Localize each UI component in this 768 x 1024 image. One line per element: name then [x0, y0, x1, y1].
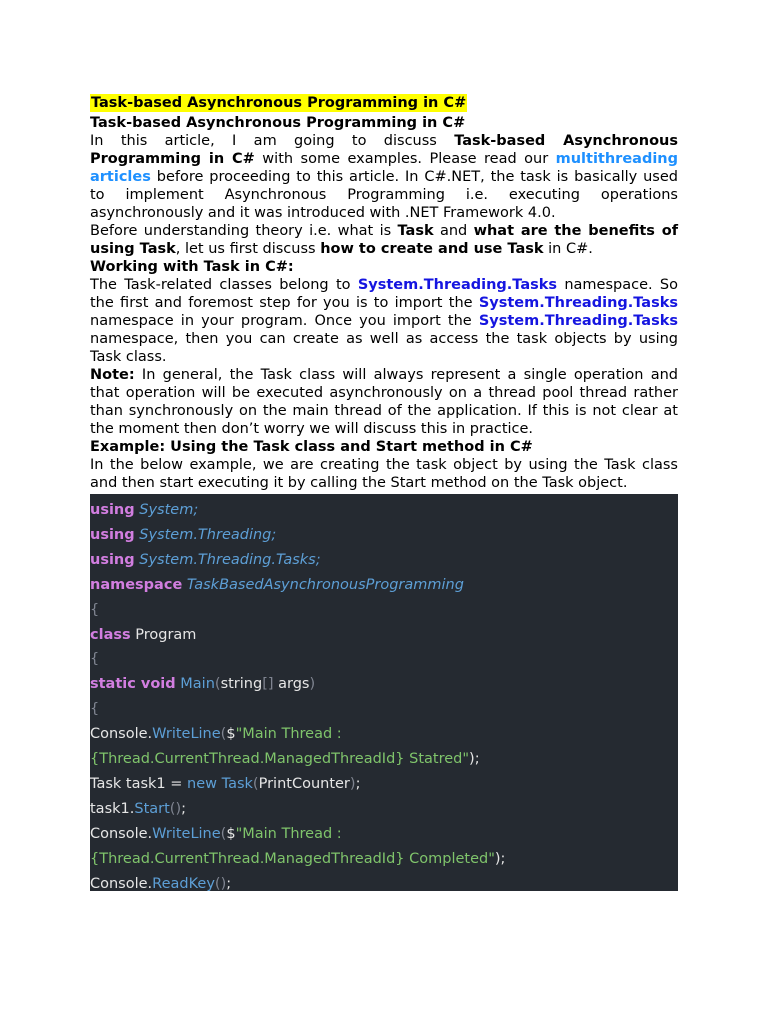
heading-example: Example: Using the Task class and Start method in C# — [90, 439, 533, 455]
heading-main: Task-based Asynchronous Programming in C# — [90, 115, 466, 131]
code-line: {Thread.CurrentThread.ManagedThreadId} Statred"); — [90, 751, 480, 768]
page-title — [90, 92, 678, 112]
code-line: { — [90, 601, 100, 618]
article — [90, 92, 678, 891]
heading-working-with-task: Working with Task in C#: — [90, 259, 294, 275]
code-line: static void Main(string[] args) — [90, 676, 316, 693]
multithreading-articles-link[interactable]: multithreading articles — [90, 151, 679, 185]
code-line: namespace TaskBasedAsynchronousProgramming — [90, 576, 464, 593]
namespace-link-1[interactable]: System.Threading.Tasks — [357, 277, 558, 293]
note-paragraph: Note: In general, the Task class will always represent a single operation and that operation will be executed asynchronously on a thread pool thread rather than synchronously on the main thread of the application. If this is not clear at the moment then don’t worry we will discuss this in practice. — [90, 367, 678, 437]
code-line: {Thread.CurrentThread.ManagedThreadId} Completed"); — [90, 850, 506, 867]
example-paragraph: In the below example, we are creating the task object by using the Task class and then start executing it by calling the Start method on the Task object. — [90, 457, 678, 491]
code-line: task1.Start(); — [90, 800, 186, 817]
namespace-link-3[interactable]: System.Threading.Tasks — [478, 313, 678, 329]
code-block — [90, 494, 678, 891]
code-line: Console.WriteLine($"Main Thread : — [90, 825, 342, 842]
code-line: { — [90, 701, 100, 718]
code-line: Console.ReadKey(); — [90, 875, 232, 892]
code-line: class Program — [90, 626, 197, 643]
namespace-link-2[interactable]: System.Threading.Tasks — [478, 295, 678, 311]
intro-paragraph: In this article, I am going to discuss Task-based Asynchronous Programming in C# with some examples. Please read our multithreading articles before proceeding to this article. In C#.NET, the task is basically used to implement Asynchronous Programming i.e. executing operations asynchronously and it was introduced with .NET Framework 4.0. — [90, 133, 679, 221]
highlighted-title: Task-based Asynchronous Programming in C# — [91, 95, 467, 111]
code-line: using System.Threading.Tasks; — [90, 551, 321, 568]
code-line: { — [90, 651, 100, 668]
code-line: using System; — [90, 502, 199, 518]
code-line: using System.Threading; — [90, 526, 277, 543]
theory-paragraph: Before understanding theory i.e. what is Task and what are the benefits of using Task, let us first discuss how to create and use Task in C#. — [90, 223, 678, 257]
namespace-paragraph: The Task-related classes belong to System.Threading.Tasks namespace. So the first and foremost step for you is to import the System.Threading.Tasks namespace in your program. Once you import the System.Threading.Tasks namespace, then you can create as well as access the task objects by using Task class. — [90, 277, 679, 365]
code-line: Console.WriteLine($"Main Thread : — [90, 726, 342, 743]
code-line: Task task1 = new Task(PrintCounter); — [90, 775, 361, 792]
